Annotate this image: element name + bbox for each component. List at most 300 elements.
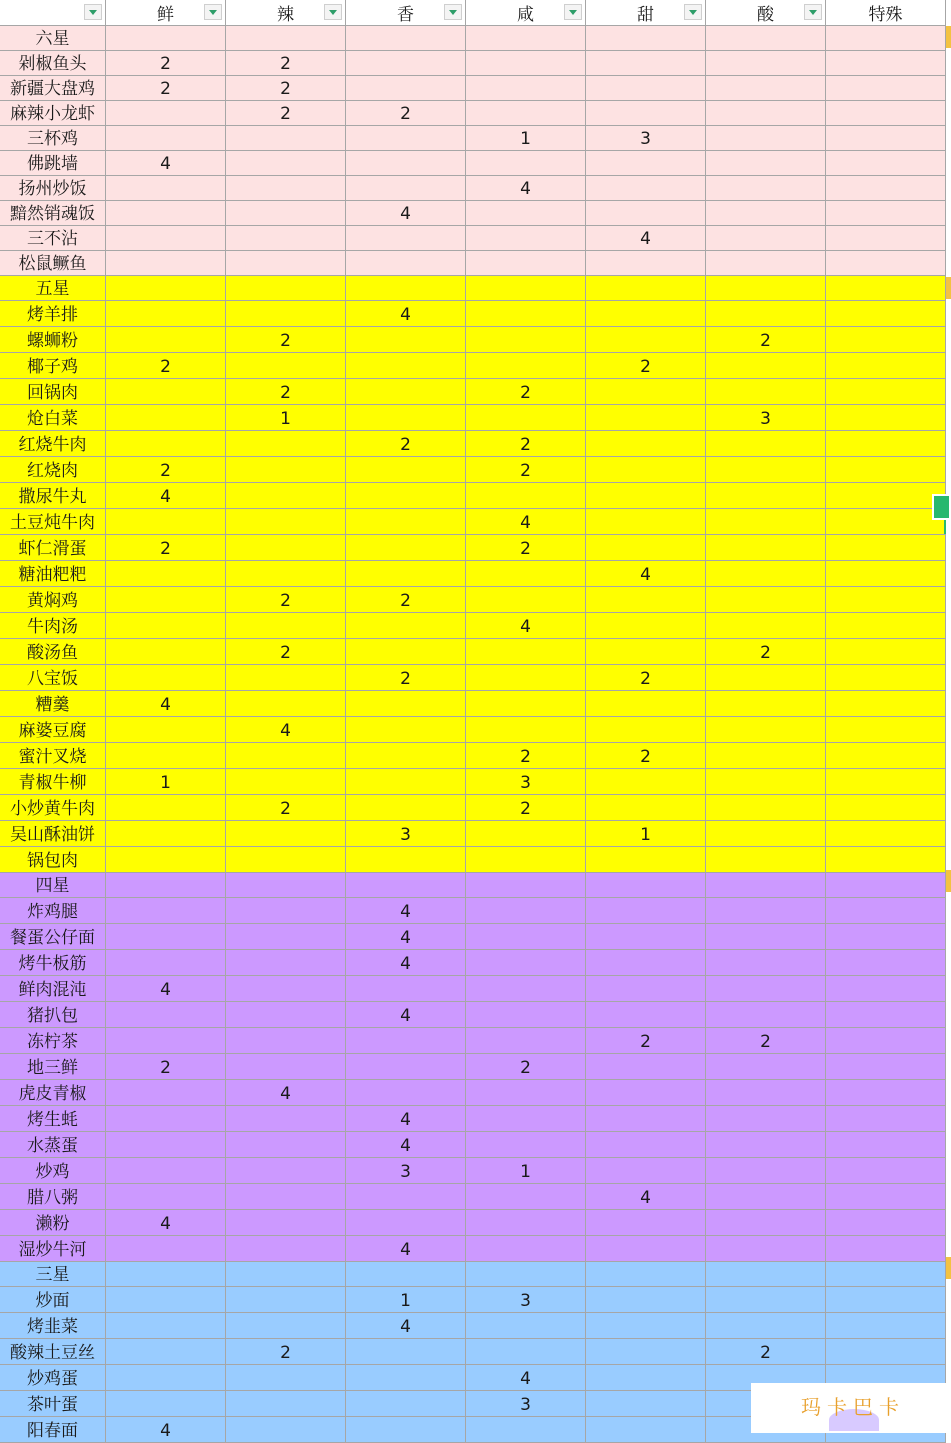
value-cell-xian[interactable] bbox=[106, 1132, 226, 1158]
value-cell-la[interactable] bbox=[226, 976, 346, 1002]
dish-name-cell[interactable]: 八宝饭 bbox=[0, 665, 106, 691]
value-cell-la[interactable] bbox=[226, 873, 346, 898]
value-cell-xian-salty[interactable] bbox=[466, 1417, 586, 1443]
value-cell-suan[interactable]: 2 bbox=[706, 327, 826, 353]
value-cell-xian-salty[interactable] bbox=[466, 1236, 586, 1262]
value-cell-xian-salty[interactable]: 2 bbox=[466, 379, 586, 405]
value-cell-tian[interactable] bbox=[586, 639, 706, 665]
value-cell-xiang[interactable]: 4 bbox=[346, 201, 466, 226]
value-cell-xiang[interactable] bbox=[346, 691, 466, 717]
value-cell-xian[interactable] bbox=[106, 101, 226, 126]
value-cell-la[interactable]: 2 bbox=[226, 1339, 346, 1365]
value-cell-la[interactable] bbox=[226, 561, 346, 587]
value-cell-la[interactable] bbox=[226, 847, 346, 873]
value-cell-la[interactable] bbox=[226, 1236, 346, 1262]
value-cell-xian-salty[interactable] bbox=[466, 898, 586, 924]
value-cell-xian-salty[interactable] bbox=[466, 976, 586, 1002]
value-cell-xiang[interactable] bbox=[346, 639, 466, 665]
value-cell-suan[interactable] bbox=[706, 950, 826, 976]
value-cell-xian-salty[interactable] bbox=[466, 1339, 586, 1365]
value-cell-suan[interactable] bbox=[706, 1184, 826, 1210]
value-cell-xian-salty[interactable] bbox=[466, 587, 586, 613]
dish-name-cell[interactable]: 糖油粑粑 bbox=[0, 561, 106, 587]
dish-name-cell[interactable]: 烤羊排 bbox=[0, 301, 106, 327]
dish-name-cell[interactable]: 剁椒鱼头 bbox=[0, 51, 106, 76]
value-cell-xiang[interactable]: 1 bbox=[346, 1287, 466, 1313]
value-cell-teshu[interactable] bbox=[826, 847, 946, 873]
value-cell-la[interactable] bbox=[226, 353, 346, 379]
value-cell-xian[interactable]: 1 bbox=[106, 769, 226, 795]
dish-name-cell[interactable]: 黯然销魂饭 bbox=[0, 201, 106, 226]
value-cell-xiang[interactable] bbox=[346, 1210, 466, 1236]
value-cell-xian[interactable]: 4 bbox=[106, 1210, 226, 1236]
value-cell-suan[interactable] bbox=[706, 379, 826, 405]
dish-name-cell[interactable]: 麻辣小龙虾 bbox=[0, 101, 106, 126]
value-cell-xian[interactable] bbox=[106, 795, 226, 821]
value-cell-xian-salty[interactable] bbox=[466, 101, 586, 126]
value-cell-xian-salty[interactable]: 1 bbox=[466, 1158, 586, 1184]
value-cell-xian-salty[interactable] bbox=[466, 1080, 586, 1106]
value-cell-xian-salty[interactable] bbox=[466, 1313, 586, 1339]
filter-dropdown-icon[interactable] bbox=[444, 4, 462, 20]
value-cell-teshu[interactable] bbox=[826, 483, 946, 509]
dish-name-cell[interactable]: 麻婆豆腐 bbox=[0, 717, 106, 743]
value-cell-teshu[interactable] bbox=[826, 276, 946, 301]
value-cell-teshu[interactable] bbox=[826, 1210, 946, 1236]
value-cell-xian-salty[interactable] bbox=[466, 1028, 586, 1054]
value-cell-la[interactable]: 4 bbox=[226, 1080, 346, 1106]
value-cell-teshu[interactable] bbox=[826, 1028, 946, 1054]
value-cell-xian[interactable] bbox=[106, 276, 226, 301]
dish-name-cell[interactable]: 糟羹 bbox=[0, 691, 106, 717]
value-cell-xiang[interactable] bbox=[346, 353, 466, 379]
value-cell-xian[interactable] bbox=[106, 226, 226, 251]
value-cell-la[interactable]: 2 bbox=[226, 101, 346, 126]
value-cell-xian[interactable] bbox=[106, 717, 226, 743]
value-cell-xian[interactable] bbox=[106, 1080, 226, 1106]
value-cell-xiang[interactable] bbox=[346, 151, 466, 176]
value-cell-la[interactable] bbox=[226, 1028, 346, 1054]
value-cell-xiang[interactable] bbox=[346, 26, 466, 51]
value-cell-suan[interactable] bbox=[706, 201, 826, 226]
value-cell-xiang[interactable] bbox=[346, 847, 466, 873]
value-cell-tian[interactable] bbox=[586, 1313, 706, 1339]
value-cell-xian[interactable] bbox=[106, 1287, 226, 1313]
dish-name-cell[interactable]: 牛肉汤 bbox=[0, 613, 106, 639]
filter-dropdown-icon[interactable] bbox=[564, 4, 582, 20]
value-cell-xiang[interactable] bbox=[346, 457, 466, 483]
value-cell-xian[interactable]: 2 bbox=[106, 1054, 226, 1080]
dish-name-cell[interactable]: 地三鲜 bbox=[0, 1054, 106, 1080]
value-cell-xian[interactable]: 2 bbox=[106, 51, 226, 76]
value-cell-la[interactable] bbox=[226, 457, 346, 483]
value-cell-tian[interactable] bbox=[586, 76, 706, 101]
value-cell-xian-salty[interactable] bbox=[466, 924, 586, 950]
value-cell-suan[interactable] bbox=[706, 717, 826, 743]
value-cell-suan[interactable] bbox=[706, 1106, 826, 1132]
value-cell-xiang[interactable]: 4 bbox=[346, 898, 466, 924]
value-cell-tian[interactable] bbox=[586, 1002, 706, 1028]
value-cell-xian[interactable] bbox=[106, 201, 226, 226]
dish-name-cell[interactable]: 四星 bbox=[0, 873, 106, 898]
value-cell-suan[interactable] bbox=[706, 26, 826, 51]
value-cell-la[interactable] bbox=[226, 769, 346, 795]
dish-name-cell[interactable]: 新疆大盘鸡 bbox=[0, 76, 106, 101]
value-cell-xian[interactable] bbox=[106, 561, 226, 587]
value-cell-tian[interactable] bbox=[586, 431, 706, 457]
value-cell-la[interactable]: 2 bbox=[226, 379, 346, 405]
value-cell-xian[interactable]: 4 bbox=[106, 151, 226, 176]
value-cell-teshu[interactable] bbox=[826, 1313, 946, 1339]
value-cell-suan[interactable]: 2 bbox=[706, 1339, 826, 1365]
value-cell-la[interactable] bbox=[226, 1262, 346, 1287]
value-cell-teshu[interactable] bbox=[826, 509, 946, 535]
value-cell-xian-salty[interactable] bbox=[466, 950, 586, 976]
dish-name-cell[interactable]: 蜜汁叉烧 bbox=[0, 743, 106, 769]
dish-name-cell[interactable]: 烤牛板筋 bbox=[0, 950, 106, 976]
dish-name-cell[interactable]: 五星 bbox=[0, 276, 106, 301]
value-cell-xiang[interactable]: 4 bbox=[346, 1236, 466, 1262]
dish-name-cell[interactable]: 酸辣土豆丝 bbox=[0, 1339, 106, 1365]
value-cell-la[interactable] bbox=[226, 1287, 346, 1313]
value-cell-xiang[interactable] bbox=[346, 535, 466, 561]
value-cell-xian-salty[interactable] bbox=[466, 26, 586, 51]
value-cell-tian[interactable] bbox=[586, 873, 706, 898]
value-cell-xian[interactable] bbox=[106, 743, 226, 769]
value-cell-teshu[interactable] bbox=[826, 743, 946, 769]
value-cell-teshu[interactable] bbox=[826, 1236, 946, 1262]
value-cell-teshu[interactable] bbox=[826, 226, 946, 251]
value-cell-tian[interactable] bbox=[586, 976, 706, 1002]
value-cell-xian[interactable] bbox=[106, 1028, 226, 1054]
dish-name-cell[interactable]: 六星 bbox=[0, 26, 106, 51]
value-cell-xiang[interactable] bbox=[346, 1054, 466, 1080]
value-cell-xian-salty[interactable]: 2 bbox=[466, 1054, 586, 1080]
value-cell-teshu[interactable] bbox=[826, 1054, 946, 1080]
value-cell-tian[interactable] bbox=[586, 1236, 706, 1262]
value-cell-xian-salty[interactable] bbox=[466, 251, 586, 276]
value-cell-xian[interactable] bbox=[106, 1106, 226, 1132]
value-cell-xian-salty[interactable] bbox=[466, 483, 586, 509]
value-cell-tian[interactable]: 1 bbox=[586, 821, 706, 847]
value-cell-teshu[interactable] bbox=[826, 898, 946, 924]
value-cell-suan[interactable] bbox=[706, 301, 826, 327]
value-cell-la[interactable] bbox=[226, 1158, 346, 1184]
value-cell-xiang[interactable]: 4 bbox=[346, 301, 466, 327]
value-cell-teshu[interactable] bbox=[826, 26, 946, 51]
value-cell-xian[interactable] bbox=[106, 1365, 226, 1391]
value-cell-suan[interactable] bbox=[706, 691, 826, 717]
dish-name-cell[interactable]: 烤生蚝 bbox=[0, 1106, 106, 1132]
value-cell-suan[interactable] bbox=[706, 561, 826, 587]
value-cell-xian[interactable] bbox=[106, 26, 226, 51]
value-cell-tian[interactable] bbox=[586, 483, 706, 509]
value-cell-suan[interactable]: 3 bbox=[706, 405, 826, 431]
value-cell-la[interactable] bbox=[226, 1106, 346, 1132]
value-cell-xiang[interactable]: 2 bbox=[346, 665, 466, 691]
value-cell-tian[interactable] bbox=[586, 251, 706, 276]
dish-name-cell[interactable]: 水蒸蛋 bbox=[0, 1132, 106, 1158]
value-cell-suan[interactable] bbox=[706, 457, 826, 483]
value-cell-teshu[interactable] bbox=[826, 795, 946, 821]
value-cell-tian[interactable]: 4 bbox=[586, 1184, 706, 1210]
value-cell-xian-salty[interactable] bbox=[466, 405, 586, 431]
value-cell-xian[interactable] bbox=[106, 873, 226, 898]
dish-name-cell[interactable]: 虾仁滑蛋 bbox=[0, 535, 106, 561]
value-cell-xiang[interactable] bbox=[346, 743, 466, 769]
value-cell-la[interactable] bbox=[226, 1365, 346, 1391]
value-cell-xiang[interactable] bbox=[346, 483, 466, 509]
value-cell-la[interactable]: 4 bbox=[226, 717, 346, 743]
value-cell-xiang[interactable]: 3 bbox=[346, 821, 466, 847]
value-cell-suan[interactable] bbox=[706, 353, 826, 379]
value-cell-xian-salty[interactable] bbox=[466, 1002, 586, 1028]
dish-name-cell[interactable]: 酸汤鱼 bbox=[0, 639, 106, 665]
value-cell-tian[interactable] bbox=[586, 101, 706, 126]
value-cell-teshu[interactable] bbox=[826, 561, 946, 587]
value-cell-xian[interactable] bbox=[106, 327, 226, 353]
value-cell-xiang[interactable]: 4 bbox=[346, 1132, 466, 1158]
value-cell-suan[interactable] bbox=[706, 665, 826, 691]
value-cell-xiang[interactable] bbox=[346, 795, 466, 821]
value-cell-xian-salty[interactable]: 4 bbox=[466, 176, 586, 201]
dish-name-cell[interactable]: 红烧牛肉 bbox=[0, 431, 106, 457]
dish-name-cell[interactable]: 螺蛳粉 bbox=[0, 327, 106, 353]
value-cell-teshu[interactable] bbox=[826, 873, 946, 898]
value-cell-suan[interactable] bbox=[706, 924, 826, 950]
value-cell-teshu[interactable] bbox=[826, 126, 946, 151]
filter-dropdown-icon[interactable] bbox=[684, 4, 702, 20]
value-cell-xian-salty[interactable] bbox=[466, 226, 586, 251]
value-cell-la[interactable] bbox=[226, 509, 346, 535]
value-cell-tian[interactable] bbox=[586, 769, 706, 795]
value-cell-tian[interactable] bbox=[586, 276, 706, 301]
value-cell-la[interactable] bbox=[226, 151, 346, 176]
value-cell-la[interactable] bbox=[226, 1132, 346, 1158]
value-cell-tian[interactable] bbox=[586, 1339, 706, 1365]
value-cell-teshu[interactable] bbox=[826, 251, 946, 276]
value-cell-xiang[interactable] bbox=[346, 405, 466, 431]
value-cell-xian[interactable]: 4 bbox=[106, 1417, 226, 1443]
value-cell-xian-salty[interactable]: 2 bbox=[466, 535, 586, 561]
dish-name-cell[interactable]: 腊八粥 bbox=[0, 1184, 106, 1210]
value-cell-teshu[interactable] bbox=[826, 976, 946, 1002]
value-cell-suan[interactable] bbox=[706, 535, 826, 561]
dish-name-cell[interactable]: 撒尿牛丸 bbox=[0, 483, 106, 509]
value-cell-teshu[interactable] bbox=[826, 1002, 946, 1028]
value-cell-xian[interactable] bbox=[106, 587, 226, 613]
value-cell-xian-salty[interactable] bbox=[466, 327, 586, 353]
dish-name-cell[interactable]: 炸鸡腿 bbox=[0, 898, 106, 924]
value-cell-suan[interactable]: 2 bbox=[706, 1028, 826, 1054]
filter-dropdown-icon[interactable] bbox=[84, 4, 102, 20]
dish-name-cell[interactable]: 炒面 bbox=[0, 1287, 106, 1313]
value-cell-suan[interactable] bbox=[706, 101, 826, 126]
value-cell-xian[interactable]: 4 bbox=[106, 691, 226, 717]
value-cell-xian[interactable] bbox=[106, 509, 226, 535]
value-cell-la[interactable] bbox=[226, 950, 346, 976]
value-cell-suan[interactable] bbox=[706, 226, 826, 251]
value-cell-la[interactable] bbox=[226, 924, 346, 950]
value-cell-la[interactable]: 1 bbox=[226, 405, 346, 431]
value-cell-xiang[interactable]: 4 bbox=[346, 1106, 466, 1132]
dish-name-cell[interactable]: 猪扒包 bbox=[0, 1002, 106, 1028]
value-cell-tian[interactable] bbox=[586, 379, 706, 405]
value-cell-xiang[interactable] bbox=[346, 379, 466, 405]
value-cell-xian-salty[interactable] bbox=[466, 301, 586, 327]
column-header-teshu[interactable] bbox=[826, 0, 946, 26]
value-cell-xian[interactable]: 4 bbox=[106, 976, 226, 1002]
value-cell-xian-salty[interactable]: 3 bbox=[466, 1391, 586, 1417]
column-header-xian-salty[interactable] bbox=[466, 0, 586, 26]
value-cell-suan[interactable] bbox=[706, 1262, 826, 1287]
value-cell-la[interactable] bbox=[226, 301, 346, 327]
value-cell-tian[interactable] bbox=[586, 1391, 706, 1417]
value-cell-xiang[interactable] bbox=[346, 1184, 466, 1210]
value-cell-xian-salty[interactable] bbox=[466, 276, 586, 301]
value-cell-la[interactable] bbox=[226, 1391, 346, 1417]
value-cell-suan[interactable] bbox=[706, 276, 826, 301]
value-cell-xian-salty[interactable]: 1 bbox=[466, 126, 586, 151]
value-cell-suan[interactable] bbox=[706, 821, 826, 847]
value-cell-xian[interactable] bbox=[106, 847, 226, 873]
value-cell-teshu[interactable] bbox=[826, 151, 946, 176]
value-cell-suan[interactable] bbox=[706, 769, 826, 795]
value-cell-la[interactable] bbox=[226, 276, 346, 301]
value-cell-tian[interactable] bbox=[586, 1417, 706, 1443]
dish-name-cell[interactable]: 餐蛋公仔面 bbox=[0, 924, 106, 950]
column-header-xiang[interactable] bbox=[346, 0, 466, 26]
fill-handle[interactable] bbox=[932, 494, 951, 520]
value-cell-xian[interactable] bbox=[106, 950, 226, 976]
value-cell-xian-salty[interactable]: 4 bbox=[466, 613, 586, 639]
value-cell-la[interactable]: 2 bbox=[226, 587, 346, 613]
value-cell-teshu[interactable] bbox=[826, 535, 946, 561]
value-cell-xian[interactable] bbox=[106, 924, 226, 950]
value-cell-tian[interactable] bbox=[586, 1106, 706, 1132]
value-cell-la[interactable] bbox=[226, 1002, 346, 1028]
dish-name-cell[interactable]: 黄焖鸡 bbox=[0, 587, 106, 613]
value-cell-tian[interactable] bbox=[586, 717, 706, 743]
value-cell-xiang[interactable] bbox=[346, 561, 466, 587]
value-cell-teshu[interactable] bbox=[826, 639, 946, 665]
value-cell-tian[interactable]: 4 bbox=[586, 226, 706, 251]
value-cell-xian-salty[interactable] bbox=[466, 821, 586, 847]
dish-name-cell[interactable]: 松鼠鳜鱼 bbox=[0, 251, 106, 276]
value-cell-xian[interactable] bbox=[106, 251, 226, 276]
value-cell-la[interactable] bbox=[226, 691, 346, 717]
value-cell-teshu[interactable] bbox=[826, 821, 946, 847]
value-cell-xiang[interactable] bbox=[346, 251, 466, 276]
dish-name-cell[interactable]: 烤韭菜 bbox=[0, 1313, 106, 1339]
dish-name-cell[interactable]: 炝白菜 bbox=[0, 405, 106, 431]
value-cell-suan[interactable] bbox=[706, 1002, 826, 1028]
value-cell-xian-salty[interactable] bbox=[466, 51, 586, 76]
value-cell-xian[interactable]: 2 bbox=[106, 457, 226, 483]
column-header-la[interactable] bbox=[226, 0, 346, 26]
value-cell-teshu[interactable] bbox=[826, 327, 946, 353]
dish-name-cell[interactable]: 炒鸡蛋 bbox=[0, 1365, 106, 1391]
value-cell-la[interactable]: 2 bbox=[226, 76, 346, 101]
value-cell-xiang[interactable]: 4 bbox=[346, 924, 466, 950]
value-cell-xian[interactable] bbox=[106, 1262, 226, 1287]
value-cell-tian[interactable] bbox=[586, 301, 706, 327]
value-cell-xiang[interactable]: 4 bbox=[346, 1313, 466, 1339]
value-cell-tian[interactable] bbox=[586, 457, 706, 483]
value-cell-xian[interactable] bbox=[106, 1313, 226, 1339]
value-cell-xian-salty[interactable] bbox=[466, 1210, 586, 1236]
value-cell-xiang[interactable] bbox=[346, 176, 466, 201]
value-cell-xiang[interactable] bbox=[346, 1028, 466, 1054]
value-cell-tian[interactable] bbox=[586, 176, 706, 201]
dish-name-cell[interactable]: 茶叶蛋 bbox=[0, 1391, 106, 1417]
value-cell-teshu[interactable] bbox=[826, 924, 946, 950]
value-cell-xian[interactable] bbox=[106, 613, 226, 639]
value-cell-xian-salty[interactable] bbox=[466, 665, 586, 691]
value-cell-xian-salty[interactable]: 2 bbox=[466, 743, 586, 769]
value-cell-xiang[interactable] bbox=[346, 717, 466, 743]
value-cell-xiang[interactable]: 2 bbox=[346, 587, 466, 613]
value-cell-xian-salty[interactable] bbox=[466, 717, 586, 743]
value-cell-tian[interactable]: 3 bbox=[586, 126, 706, 151]
value-cell-teshu[interactable] bbox=[826, 431, 946, 457]
filter-dropdown-icon[interactable] bbox=[324, 4, 342, 20]
value-cell-xian-salty[interactable] bbox=[466, 1262, 586, 1287]
value-cell-xiang[interactable] bbox=[346, 76, 466, 101]
value-cell-xiang[interactable] bbox=[346, 769, 466, 795]
value-cell-teshu[interactable] bbox=[826, 101, 946, 126]
value-cell-tian[interactable] bbox=[586, 898, 706, 924]
value-cell-xiang[interactable] bbox=[346, 226, 466, 251]
value-cell-xian-salty[interactable] bbox=[466, 639, 586, 665]
dish-name-cell[interactable]: 三杯鸡 bbox=[0, 126, 106, 151]
dish-name-cell[interactable]: 虎皮青椒 bbox=[0, 1080, 106, 1106]
value-cell-xiang[interactable] bbox=[346, 1262, 466, 1287]
value-cell-xian-salty[interactable] bbox=[466, 151, 586, 176]
value-cell-tian[interactable] bbox=[586, 1132, 706, 1158]
value-cell-xiang[interactable] bbox=[346, 1339, 466, 1365]
value-cell-xian[interactable] bbox=[106, 1184, 226, 1210]
value-cell-xian-salty[interactable]: 2 bbox=[466, 457, 586, 483]
dish-name-cell[interactable]: 小炒黄牛肉 bbox=[0, 795, 106, 821]
value-cell-xiang[interactable] bbox=[346, 613, 466, 639]
value-cell-la[interactable] bbox=[226, 176, 346, 201]
value-cell-suan[interactable] bbox=[706, 795, 826, 821]
value-cell-tian[interactable]: 4 bbox=[586, 561, 706, 587]
value-cell-teshu[interactable] bbox=[826, 613, 946, 639]
value-cell-tian[interactable] bbox=[586, 509, 706, 535]
value-cell-teshu[interactable] bbox=[826, 1106, 946, 1132]
value-cell-xiang[interactable] bbox=[346, 509, 466, 535]
value-cell-suan[interactable] bbox=[706, 1313, 826, 1339]
value-cell-suan[interactable] bbox=[706, 1236, 826, 1262]
value-cell-xian[interactable]: 2 bbox=[106, 76, 226, 101]
value-cell-xian-salty[interactable] bbox=[466, 873, 586, 898]
value-cell-xian[interactable] bbox=[106, 126, 226, 151]
value-cell-xian[interactable] bbox=[106, 1236, 226, 1262]
value-cell-suan[interactable] bbox=[706, 176, 826, 201]
dish-name-cell[interactable]: 椰子鸡 bbox=[0, 353, 106, 379]
value-cell-tian[interactable] bbox=[586, 1080, 706, 1106]
value-cell-xian-salty[interactable]: 2 bbox=[466, 795, 586, 821]
value-cell-xiang[interactable] bbox=[346, 327, 466, 353]
value-cell-xiang[interactable] bbox=[346, 276, 466, 301]
value-cell-tian[interactable] bbox=[586, 613, 706, 639]
value-cell-xian-salty[interactable] bbox=[466, 353, 586, 379]
value-cell-xiang[interactable] bbox=[346, 1365, 466, 1391]
value-cell-la[interactable] bbox=[226, 821, 346, 847]
value-cell-xian[interactable] bbox=[106, 379, 226, 405]
